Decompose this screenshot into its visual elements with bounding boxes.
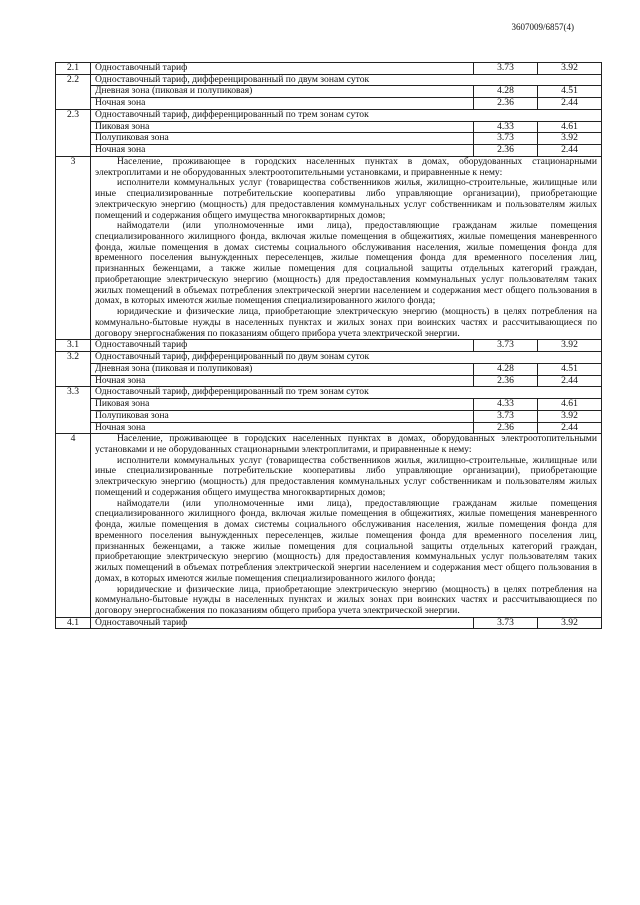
consumer-group-description <box>91 434 602 617</box>
row-number: 2.3 <box>56 109 91 156</box>
document-id: 3607009/6857(4) <box>511 22 574 32</box>
row-number: 4.1 <box>56 617 91 629</box>
value-1: 4.33 <box>474 399 538 411</box>
table-row <box>56 121 602 133</box>
table-row <box>56 387 602 399</box>
row-label: Пиковая зона <box>91 399 474 411</box>
value-2: 4.51 <box>538 86 602 98</box>
paragraph: исполнители коммунальных услуг (товарищества собственников жилья, жилищно-строительные, жилищные или иные специализированные потребительские кооперативы либо управляющие организации), приобретающие электрическую энергию (мощность) для предоставления коммунальных услуг собственникам и пользователям жилых помещений и содержания общего имущества многоквартирных домов; <box>95 454 597 498</box>
table-row <box>56 133 602 145</box>
consumer-group-description <box>91 156 602 339</box>
value-2: 4.61 <box>538 399 602 411</box>
row-label: Одноставочный тариф, дифференцированный по двум зонам суток <box>91 74 602 86</box>
row-label: Ночная зона <box>91 145 474 157</box>
row-label: Одноставочный тариф, дифференцированный по двум зонам суток <box>91 352 602 364</box>
table-row <box>56 98 602 110</box>
table-row <box>56 340 602 352</box>
value-2: 3.92 <box>538 340 602 352</box>
row-label: Одноставочный тариф <box>91 63 474 75</box>
value-1: 2.36 <box>474 98 538 110</box>
table-row <box>56 410 602 422</box>
row-label: Одноставочный тариф, дифференцированный по трем зонам суток <box>91 109 602 121</box>
row-number: 3.2 <box>56 352 91 387</box>
value-2: 3.92 <box>538 133 602 145</box>
value-2: 3.92 <box>538 63 602 75</box>
row-label: Ночная зона <box>91 98 474 110</box>
row-label: Одноставочный тариф <box>91 617 474 629</box>
table-row <box>56 399 602 411</box>
row-label: Одноставочный тариф <box>91 340 474 352</box>
paragraph: исполнители коммунальных услуг (товарищества собственников жилья, жилищно-строительные, жилищные или иные специализированные потребительские кооперативы либо управляющие организации), приобретающие электрическую энергию (мощность) для предоставления коммунальных услуг собственникам и пользователям жилых помещений и содержания общего имущества многоквартирных домов; <box>95 177 597 221</box>
value-1: 2.36 <box>474 422 538 434</box>
table-row <box>56 156 602 339</box>
value-2: 3.92 <box>538 410 602 422</box>
value-1: 4.28 <box>474 363 538 375</box>
paragraph: юридические и физические лица, приобретающие электрическую энергию (мощность) в целях потребления на коммунально-бытовые нужды в населенных пунктах и жилых зонах при воинских частях и рассчитывающиеся по договору энергоснабжения по показаниям общего прибора учета электрической энергии. <box>95 583 597 616</box>
tariff-table <box>55 62 602 629</box>
paragraph: юридические и физические лица, приобретающие электрическую энергию (мощность) в целях потребления на коммунально-бытовые нужды в населенных пунктах и жилых зонах при воинских частях и рассчитывающиеся по договору энергоснабжения по показаниям общего прибора учета электрической энергии. <box>95 306 597 339</box>
row-label: Ночная зона <box>91 375 474 387</box>
value-1: 4.28 <box>474 86 538 98</box>
value-1: 2.36 <box>474 375 538 387</box>
paragraph: Население, проживающее в городских населенных пунктах в домах, оборудованных стационарными электроплитами и не оборудованных электроотопительными установками, и приравненные к нему: <box>95 155 597 178</box>
row-label: Полупиковая зона <box>91 410 474 422</box>
row-number: 2.2 <box>56 74 91 109</box>
row-label: Дневная зона (пиковая и полупиковая) <box>91 86 474 98</box>
table-row <box>56 109 602 121</box>
table-row <box>56 352 602 364</box>
value-1: 2.36 <box>474 145 538 157</box>
row-number: 4 <box>56 434 91 617</box>
value-2: 2.44 <box>538 145 602 157</box>
row-number: 3.3 <box>56 387 91 434</box>
row-label: Полупиковая зона <box>91 133 474 145</box>
paragraph: Население, проживающее в городских населенных пунктах в домах, оборудованных электроотопительными установками и не оборудованных стационарными электроплитами, и приравненные к нему: <box>95 433 597 455</box>
value-1: 3.73 <box>474 617 538 629</box>
value-1: 3.73 <box>474 63 538 75</box>
table-row <box>56 74 602 86</box>
value-2: 2.44 <box>538 422 602 434</box>
row-number: 3 <box>56 156 91 339</box>
table-row <box>56 375 602 387</box>
table-row <box>56 145 602 157</box>
table-row <box>56 434 602 617</box>
value-1: 3.73 <box>474 133 538 145</box>
table-row <box>56 63 602 75</box>
value-1: 3.73 <box>474 410 538 422</box>
row-number: 3.1 <box>56 340 91 352</box>
value-1: 4.33 <box>474 121 538 133</box>
row-label: Одноставочный тариф, дифференцированный по трем зонам суток <box>91 387 602 399</box>
value-2: 3.92 <box>538 617 602 629</box>
table-row <box>56 617 602 629</box>
value-1: 3.73 <box>474 340 538 352</box>
value-2: 2.44 <box>538 98 602 110</box>
paragraph: наймодатели (или уполномоченные ими лица), предоставляющие гражданам жилые помещения специализированного жилищного фонда, включая жилые помещения в общежитиях, жилые помещения маневренного фонда, жилые помещения в домах системы социального обслуживания населения, жилые помещения фонда для временного поселения вынужденных переселенцев, жилые помещения фонда для временного поселения лиц, признанных беженцами, а также жилые помещения для социальной защиты отдельных категорий граждан, приобретающие электрическую энергию (мощность) для предоставления коммунальных услуг пользователям таких жилых помещений в объемах потребления электрической энергии населением и содержания мест общего пользования в домах, в которых имеются жилые помещения специализированного жилого фонда; <box>95 220 597 307</box>
row-number: 2.1 <box>56 63 91 75</box>
value-2: 4.51 <box>538 363 602 375</box>
row-label: Дневная зона (пиковая и полупиковая) <box>91 363 474 375</box>
value-2: 2.44 <box>538 375 602 387</box>
table-row <box>56 86 602 98</box>
row-label: Ночная зона <box>91 422 474 434</box>
row-label: Пиковая зона <box>91 121 474 133</box>
value-2: 4.61 <box>538 121 602 133</box>
table-row <box>56 363 602 375</box>
paragraph: наймодатели (или уполномоченные ими лица), предоставляющие гражданам жилые помещения специализированного жилищного фонда, включая жилые помещения в общежитиях, жилые помещения маневренного фонда, жилые помещения в домах системы социального обслуживания населения, жилые помещения фонда для временного поселения вынужденных переселенцев, жилые помещения фонда для временного поселения лиц, признанных беженцами, а также жилые помещения для социальной защиты отдельных категорий граждан, приобретающие электрическую энергию (мощность) для предоставления коммунальных услуг пользователям таких жилых помещений в объемах потребления электрической энергии населением и содержания мест общего пользования в домах, в которых имеются жилые помещения специализированного жилого фонда; <box>95 497 597 584</box>
table-row <box>56 422 602 434</box>
